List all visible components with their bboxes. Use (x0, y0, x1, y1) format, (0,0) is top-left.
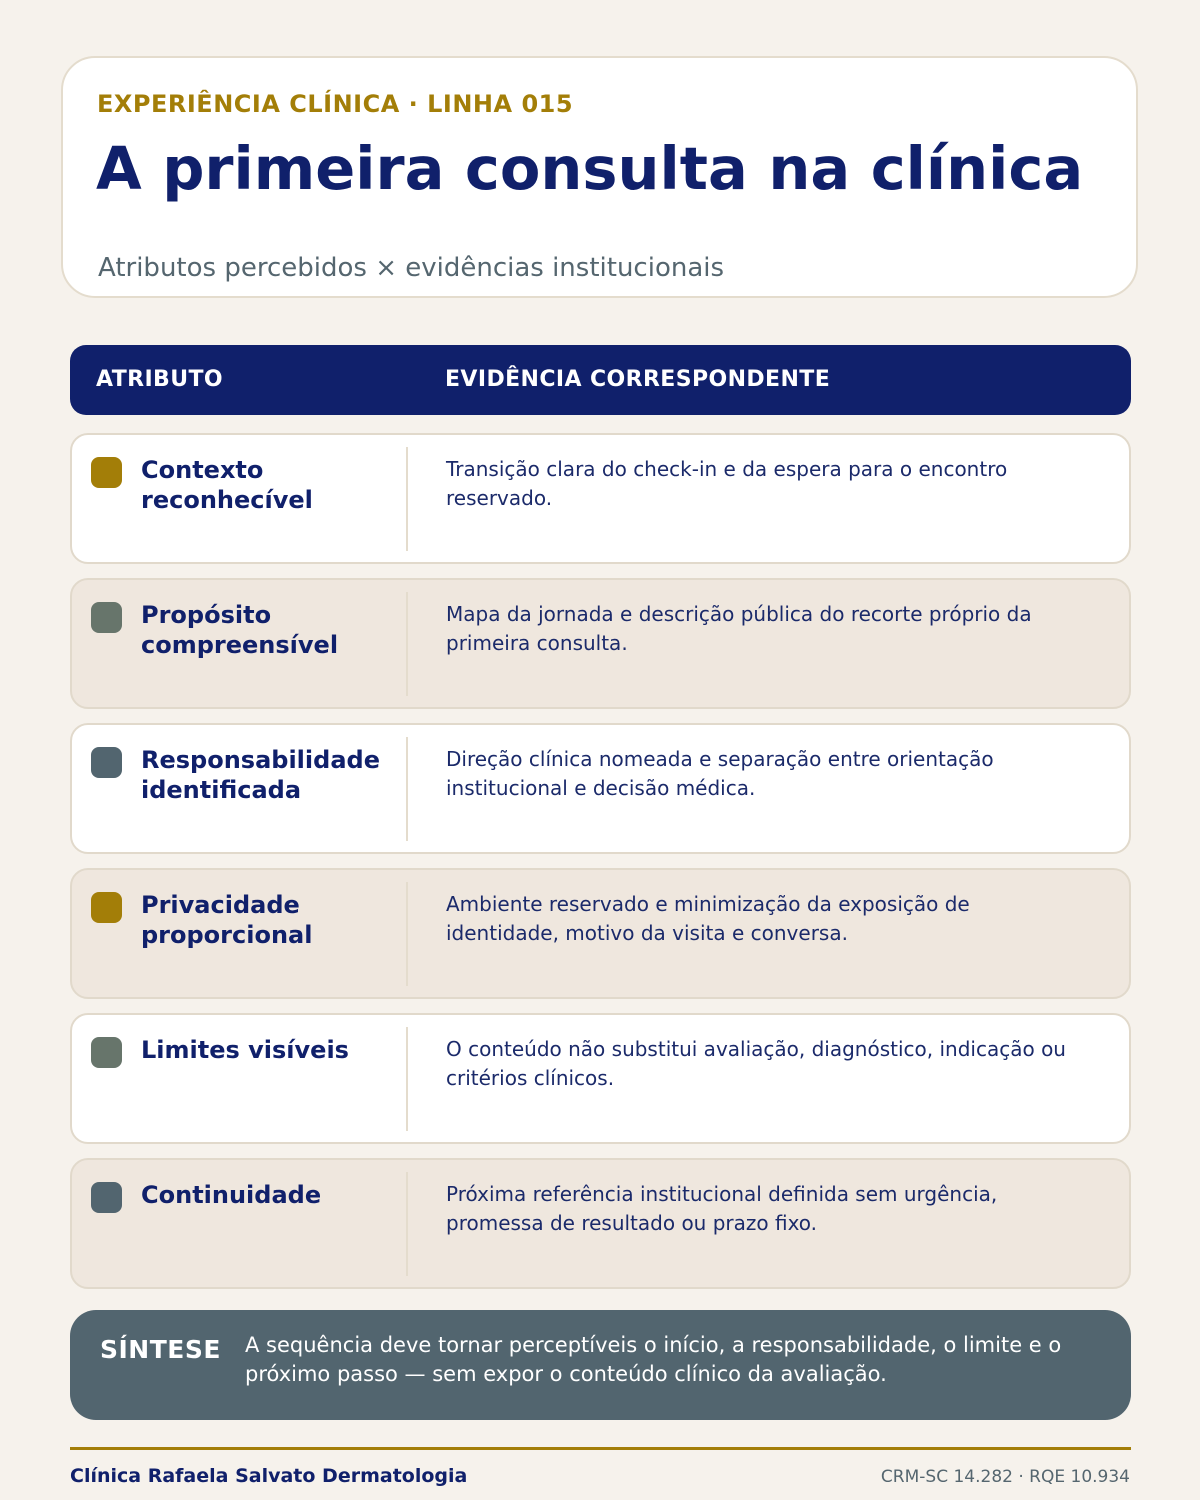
attribute-label: Privacidade proporcional (141, 891, 313, 949)
column-divider (406, 1027, 408, 1131)
evidence-text: Mapa da jornada e descrição pública do recorte próprio da primeira consulta. (446, 602, 1032, 655)
synthesis-box (70, 1310, 1131, 1420)
evidence-text: O conteúdo não substitui avaliação, diagnóstico, indicação ou critérios clínicos. (446, 1037, 1066, 1090)
evidence-text: Transição clara do check-in e da espera para o encontro reservado. (446, 457, 1008, 510)
evidence-text: Ambiente reservado e minimização da exposição de identidade, motivo da visita e conversa. (446, 892, 970, 945)
column-divider (406, 737, 408, 841)
attribute-label: Continuidade (141, 1181, 322, 1209)
column-header-attribute: ATRIBUTO (96, 367, 223, 392)
page-subtitle: Atributos percebidos × evidências institucionais (98, 253, 725, 283)
attribute-marker-icon (91, 602, 122, 633)
synthesis-label: SÍNTESE (100, 1335, 221, 1364)
attribute-marker-icon (91, 1182, 122, 1213)
column-divider (406, 1172, 408, 1276)
table-row (70, 723, 1131, 854)
table-header (70, 345, 1131, 415)
attribute-label: Responsabilidade identificada (141, 746, 380, 804)
column-divider (406, 882, 408, 986)
table-row (70, 578, 1131, 709)
table-row (70, 868, 1131, 999)
attribute-marker-icon (91, 747, 122, 778)
attribute-label: Limites visíveis (141, 1036, 349, 1064)
column-divider (406, 447, 408, 551)
attribute-label: Propósito compreensível (141, 601, 339, 659)
evidence-text: Direção clínica nomeada e separação entre orientação institucional e decisão médica. (446, 747, 994, 800)
page-title: A primeira consulta na clínica (96, 134, 1084, 203)
evidence-text: Próxima referência institucional definida sem urgência, promessa de resultado ou prazo fixo. (446, 1182, 998, 1235)
synthesis-text: A sequência deve tornar perceptíveis o início, a responsabilidade, o limite e o próximo passo — sem expor o conteúdo clínico da avaliação. (245, 1333, 1062, 1386)
attribute-marker-icon (91, 892, 122, 923)
footer-registration: CRM-SC 14.282 · RQE 10.934 (880, 1467, 1130, 1487)
table-row (70, 1013, 1131, 1144)
eyebrow-label: EXPERIÊNCIA CLÍNICA · LINHA 015 (97, 90, 574, 118)
table-row (70, 433, 1131, 564)
footer-divider (70, 1447, 1131, 1450)
attribute-label: Contexto reconhecível (141, 456, 313, 514)
column-header-evidence: EVIDÊNCIA CORRESPONDENTE (445, 367, 831, 392)
column-divider (406, 592, 408, 696)
table-row (70, 1158, 1131, 1289)
attribute-marker-icon (91, 1037, 122, 1068)
header-card (61, 56, 1138, 298)
footer-clinic-name: Clínica Rafaela Salvato Dermatologia (70, 1465, 468, 1487)
attribute-marker-icon (91, 457, 122, 488)
